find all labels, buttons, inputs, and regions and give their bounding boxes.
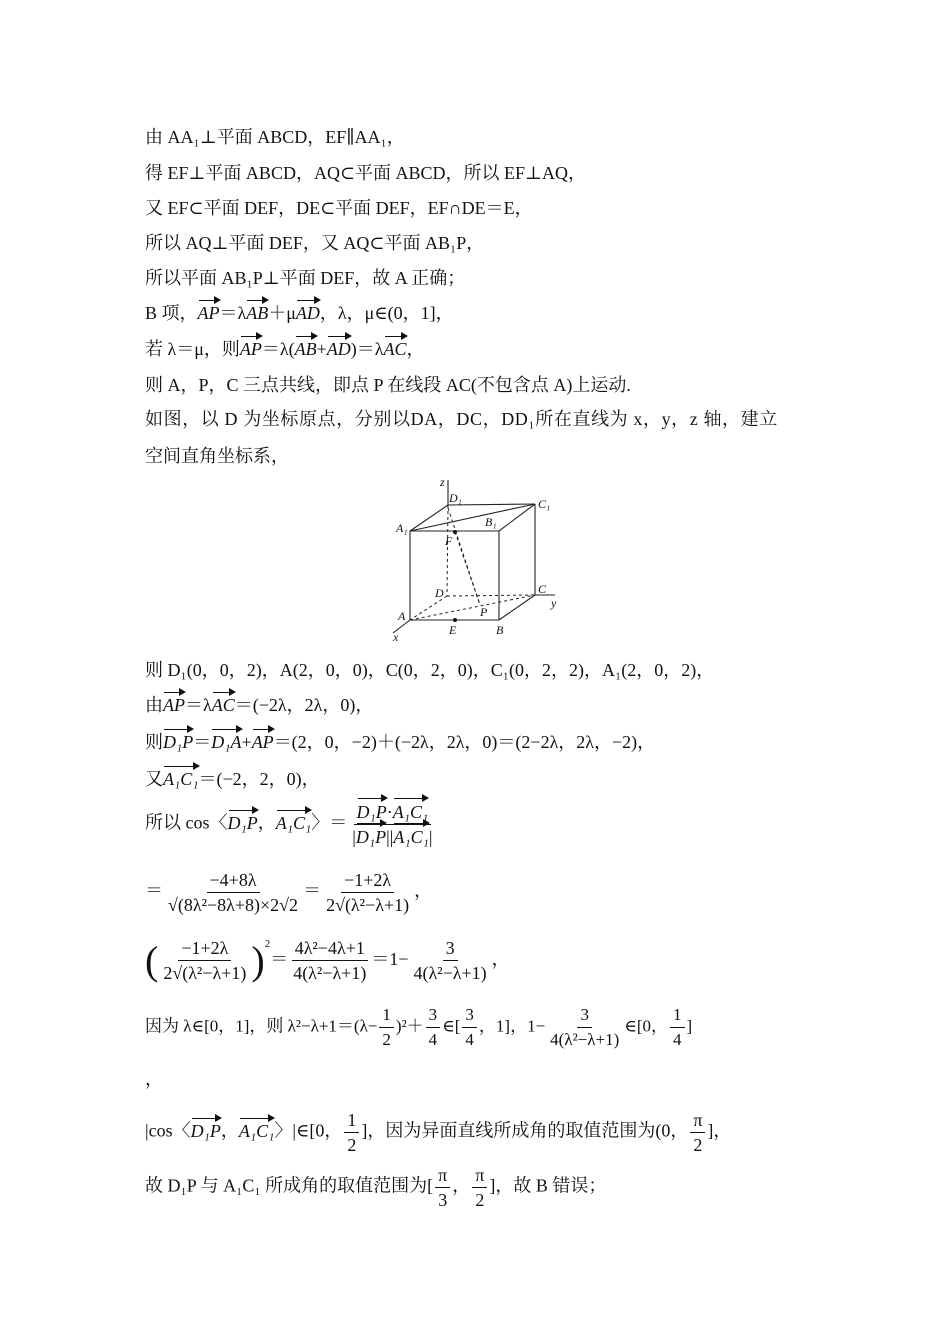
- fraction: [547, 1003, 622, 1052]
- denominator: 3: [438, 1190, 448, 1210]
- vector: D₁P: [190, 1120, 221, 1141]
- text-line: ( $\frac{-1+2\lambda}{\text{2√(λ²−λ+1)}}$ )$^2$＝ $\frac{\text{4λ²−4λ+1}}{\text{4(λ²−λ+1)}}$ ＝1− $\frac{3}{\text{4(λ²−λ+1)}}$ ，: [145, 937, 510, 984]
- vector: AB: [246, 303, 269, 323]
- text: ＝: [270, 949, 289, 969]
- vector: A₁C₁: [275, 812, 312, 833]
- fraction: [290, 936, 369, 985]
- numerator: 3: [462, 1003, 477, 1028]
- text: ＝λ(: [261, 339, 295, 359]
- denominator: 4(λ²−λ+1): [550, 1030, 620, 1049]
- fraction: [670, 1003, 685, 1052]
- fraction: [690, 1108, 705, 1157]
- denominator: 2: [382, 1030, 391, 1049]
- text: B 项，: [145, 303, 198, 323]
- point-e: [453, 618, 457, 622]
- fraction: $\frac{\text{D₁P·A₁C₁}}{\text{|D₁P||A₁C₁|}}$: [352, 802, 433, 847]
- numerator: 1: [344, 1108, 359, 1133]
- text: ，λ，μ∈(0，1]，: [319, 303, 454, 323]
- numerator: 1: [670, 1003, 685, 1028]
- text: 故 D₁P 与 A₁C₁ 所成角的取值范围为[: [145, 1175, 434, 1196]
- denominator: 2: [475, 1190, 485, 1210]
- vector: AD: [326, 339, 351, 359]
- text-line: [145, 868, 432, 917]
- text: 因为 λ∈[0，1]，则 λ²−λ+1＝(λ−: [145, 1016, 378, 1036]
- text: 若 λ＝μ，则: [145, 339, 240, 359]
- numerator: π: [435, 1163, 450, 1188]
- text: ＝(2，0，−2)＋(−2λ，2λ，0)＝(2−2λ，2λ，−2)，: [273, 732, 656, 752]
- vector: A₁C₁: [393, 827, 429, 847]
- text: ]，: [707, 1120, 732, 1141]
- text-line: [145, 694, 373, 716]
- text: 〉|∈[0，: [274, 1120, 343, 1141]
- text: ，1]，1−: [478, 1016, 546, 1036]
- text: ，: [220, 1120, 239, 1141]
- text: 〉＝: [311, 812, 348, 833]
- numerator: π: [472, 1163, 487, 1188]
- fraction: [379, 1003, 394, 1052]
- fraction: [165, 868, 301, 917]
- exponent: 2: [264, 938, 271, 950]
- numerator: 3: [443, 936, 458, 961]
- text: ，: [406, 339, 425, 359]
- denominator: 2: [347, 1135, 357, 1155]
- label-a: A: [398, 609, 406, 623]
- text: ∈[: [442, 1016, 461, 1036]
- label-d: D: [435, 586, 444, 600]
- label-c: C: [538, 582, 547, 596]
- text: 则: [145, 732, 163, 752]
- text: 由: [145, 695, 163, 715]
- text-line: ，: [145, 1069, 163, 1089]
- text: ]: [686, 1016, 693, 1036]
- text-line: [145, 1163, 606, 1212]
- label-d1: D₁: [449, 491, 462, 505]
- numerator: −1+2λ: [178, 936, 231, 961]
- text-line: 由 AA₁⊥平面 ABCD，EF∥AA₁，: [145, 127, 405, 147]
- fraction: [472, 1163, 487, 1212]
- fraction: [462, 1003, 477, 1052]
- fraction: [344, 1108, 359, 1157]
- fraction: [426, 1003, 441, 1052]
- text-line: 得 EF⊥平面 ABCD，AQ⊂平面 ABCD，所以 EF⊥AQ，: [145, 163, 586, 183]
- fraction: [323, 868, 412, 917]
- text: +: [316, 339, 327, 359]
- text-line: [145, 1003, 692, 1052]
- text: ＝1−: [371, 949, 409, 969]
- vector: D₁P: [355, 827, 387, 847]
- text: ，: [491, 949, 510, 969]
- numerator: −1+2λ: [341, 868, 394, 893]
- vector: AB: [294, 339, 317, 359]
- text-line: [145, 768, 320, 790]
- text: ，: [452, 1175, 471, 1196]
- numerator: 3: [426, 1003, 441, 1028]
- vector: AP: [251, 732, 274, 752]
- label-y: y: [551, 596, 557, 610]
- vector: A₁C₁: [238, 1120, 275, 1141]
- text: ·: [386, 802, 393, 822]
- denominator: 2: [693, 1135, 703, 1155]
- denominator: 2√(λ²−λ+1): [326, 895, 410, 915]
- text: ＝(−2λ，2λ，0)，: [234, 695, 374, 715]
- text: ＝λ: [219, 303, 247, 323]
- text-line: 所以平面 AB₁P⊥平面 DEF，故 A 正确；: [145, 268, 466, 288]
- text-line: 则 A，P，C 三点共线，即点 P 在线段 AC(不包含点 A)上运动.: [145, 375, 631, 395]
- text-line: 则 D₁(0，0，2)，A(2，0，0)，C(0，2，0)，C₁(0，2，2)，A₁(2，0，2)，: [145, 660, 715, 680]
- label-a1: A₁: [396, 521, 408, 535]
- text: ，: [257, 812, 276, 833]
- text: +: [241, 732, 252, 752]
- denominator: 4: [673, 1030, 682, 1049]
- label-b: B: [496, 623, 504, 637]
- vector: AD: [295, 303, 320, 323]
- vector: D₁P: [227, 812, 258, 833]
- denominator: 2√(λ²−λ+1): [163, 963, 247, 984]
- vector: A₁C₁: [163, 769, 199, 789]
- numerator: 4λ²−4λ+1: [292, 936, 368, 961]
- label-p: P: [480, 605, 488, 619]
- text-line: 又 EF⊂平面 DEF，DE⊂平面 DEF，EF∩DE＝E，: [145, 198, 533, 218]
- fraction: [411, 936, 490, 985]
- vector: D₁A: [211, 732, 242, 752]
- text-line: 如图，以 D 为坐标原点，分别以DA，DC，DD₁所在直线为 x，y，z 轴，建立: [145, 409, 778, 429]
- vector: AP: [197, 303, 220, 323]
- fraction: [160, 936, 249, 985]
- label-b1: B₁: [485, 515, 497, 529]
- vector: AC: [383, 339, 407, 359]
- label-c1: C₁: [538, 497, 551, 511]
- numerator: −4+8λ: [207, 868, 260, 893]
- text: ＝λ: [185, 695, 212, 715]
- text: ＝: [145, 880, 163, 901]
- text: ＝: [193, 732, 212, 752]
- vector: AP: [239, 339, 262, 359]
- vector: A₁C₁: [392, 802, 429, 822]
- text: ]，因为异面直线所成角的取值范围为(0，: [361, 1120, 689, 1141]
- numerator: π: [690, 1108, 705, 1133]
- numerator: 1: [379, 1003, 394, 1028]
- text-line: 所以 AQ⊥平面 DEF，又 AQ⊂平面 AB₁P，: [145, 233, 485, 253]
- text: ＝(−2，2，0)，: [198, 769, 320, 789]
- fraction: [435, 1163, 450, 1212]
- text: 又: [145, 769, 163, 789]
- label-f: F: [445, 534, 453, 548]
- label-e: E: [449, 623, 457, 637]
- denominator: 4: [465, 1030, 474, 1049]
- text: ，: [414, 880, 433, 901]
- text: ]，故 B 错误；: [489, 1175, 607, 1196]
- text: )²＋: [395, 1016, 424, 1036]
- vector: AC: [211, 695, 235, 715]
- text: 所以 cos〈: [145, 812, 228, 833]
- denominator: √(8λ²−8λ+8)×2√2: [168, 895, 299, 915]
- numerator: 3: [577, 1003, 592, 1028]
- vector: AP: [163, 695, 185, 715]
- denominator: 4: [428, 1030, 438, 1049]
- text: ＝: [303, 880, 322, 901]
- text-line: [145, 1108, 731, 1157]
- label-x: x: [393, 630, 399, 644]
- label-z: z: [440, 475, 445, 489]
- denominator: 4(λ²−λ+1): [293, 963, 367, 984]
- denominator: 4(λ²−λ+1): [413, 963, 487, 984]
- text: )＝λ: [350, 339, 384, 359]
- cos-formula-line: [145, 800, 438, 849]
- point-f: [453, 530, 457, 534]
- text: ＋μ: [268, 303, 296, 323]
- vector: D₁P: [163, 732, 194, 752]
- text: ∈[0，: [624, 1016, 669, 1036]
- text-line: 空间直角坐标系，: [145, 446, 289, 466]
- vector: D₁P: [356, 802, 387, 822]
- text-line: [145, 731, 655, 753]
- text: |cos〈: [145, 1120, 191, 1141]
